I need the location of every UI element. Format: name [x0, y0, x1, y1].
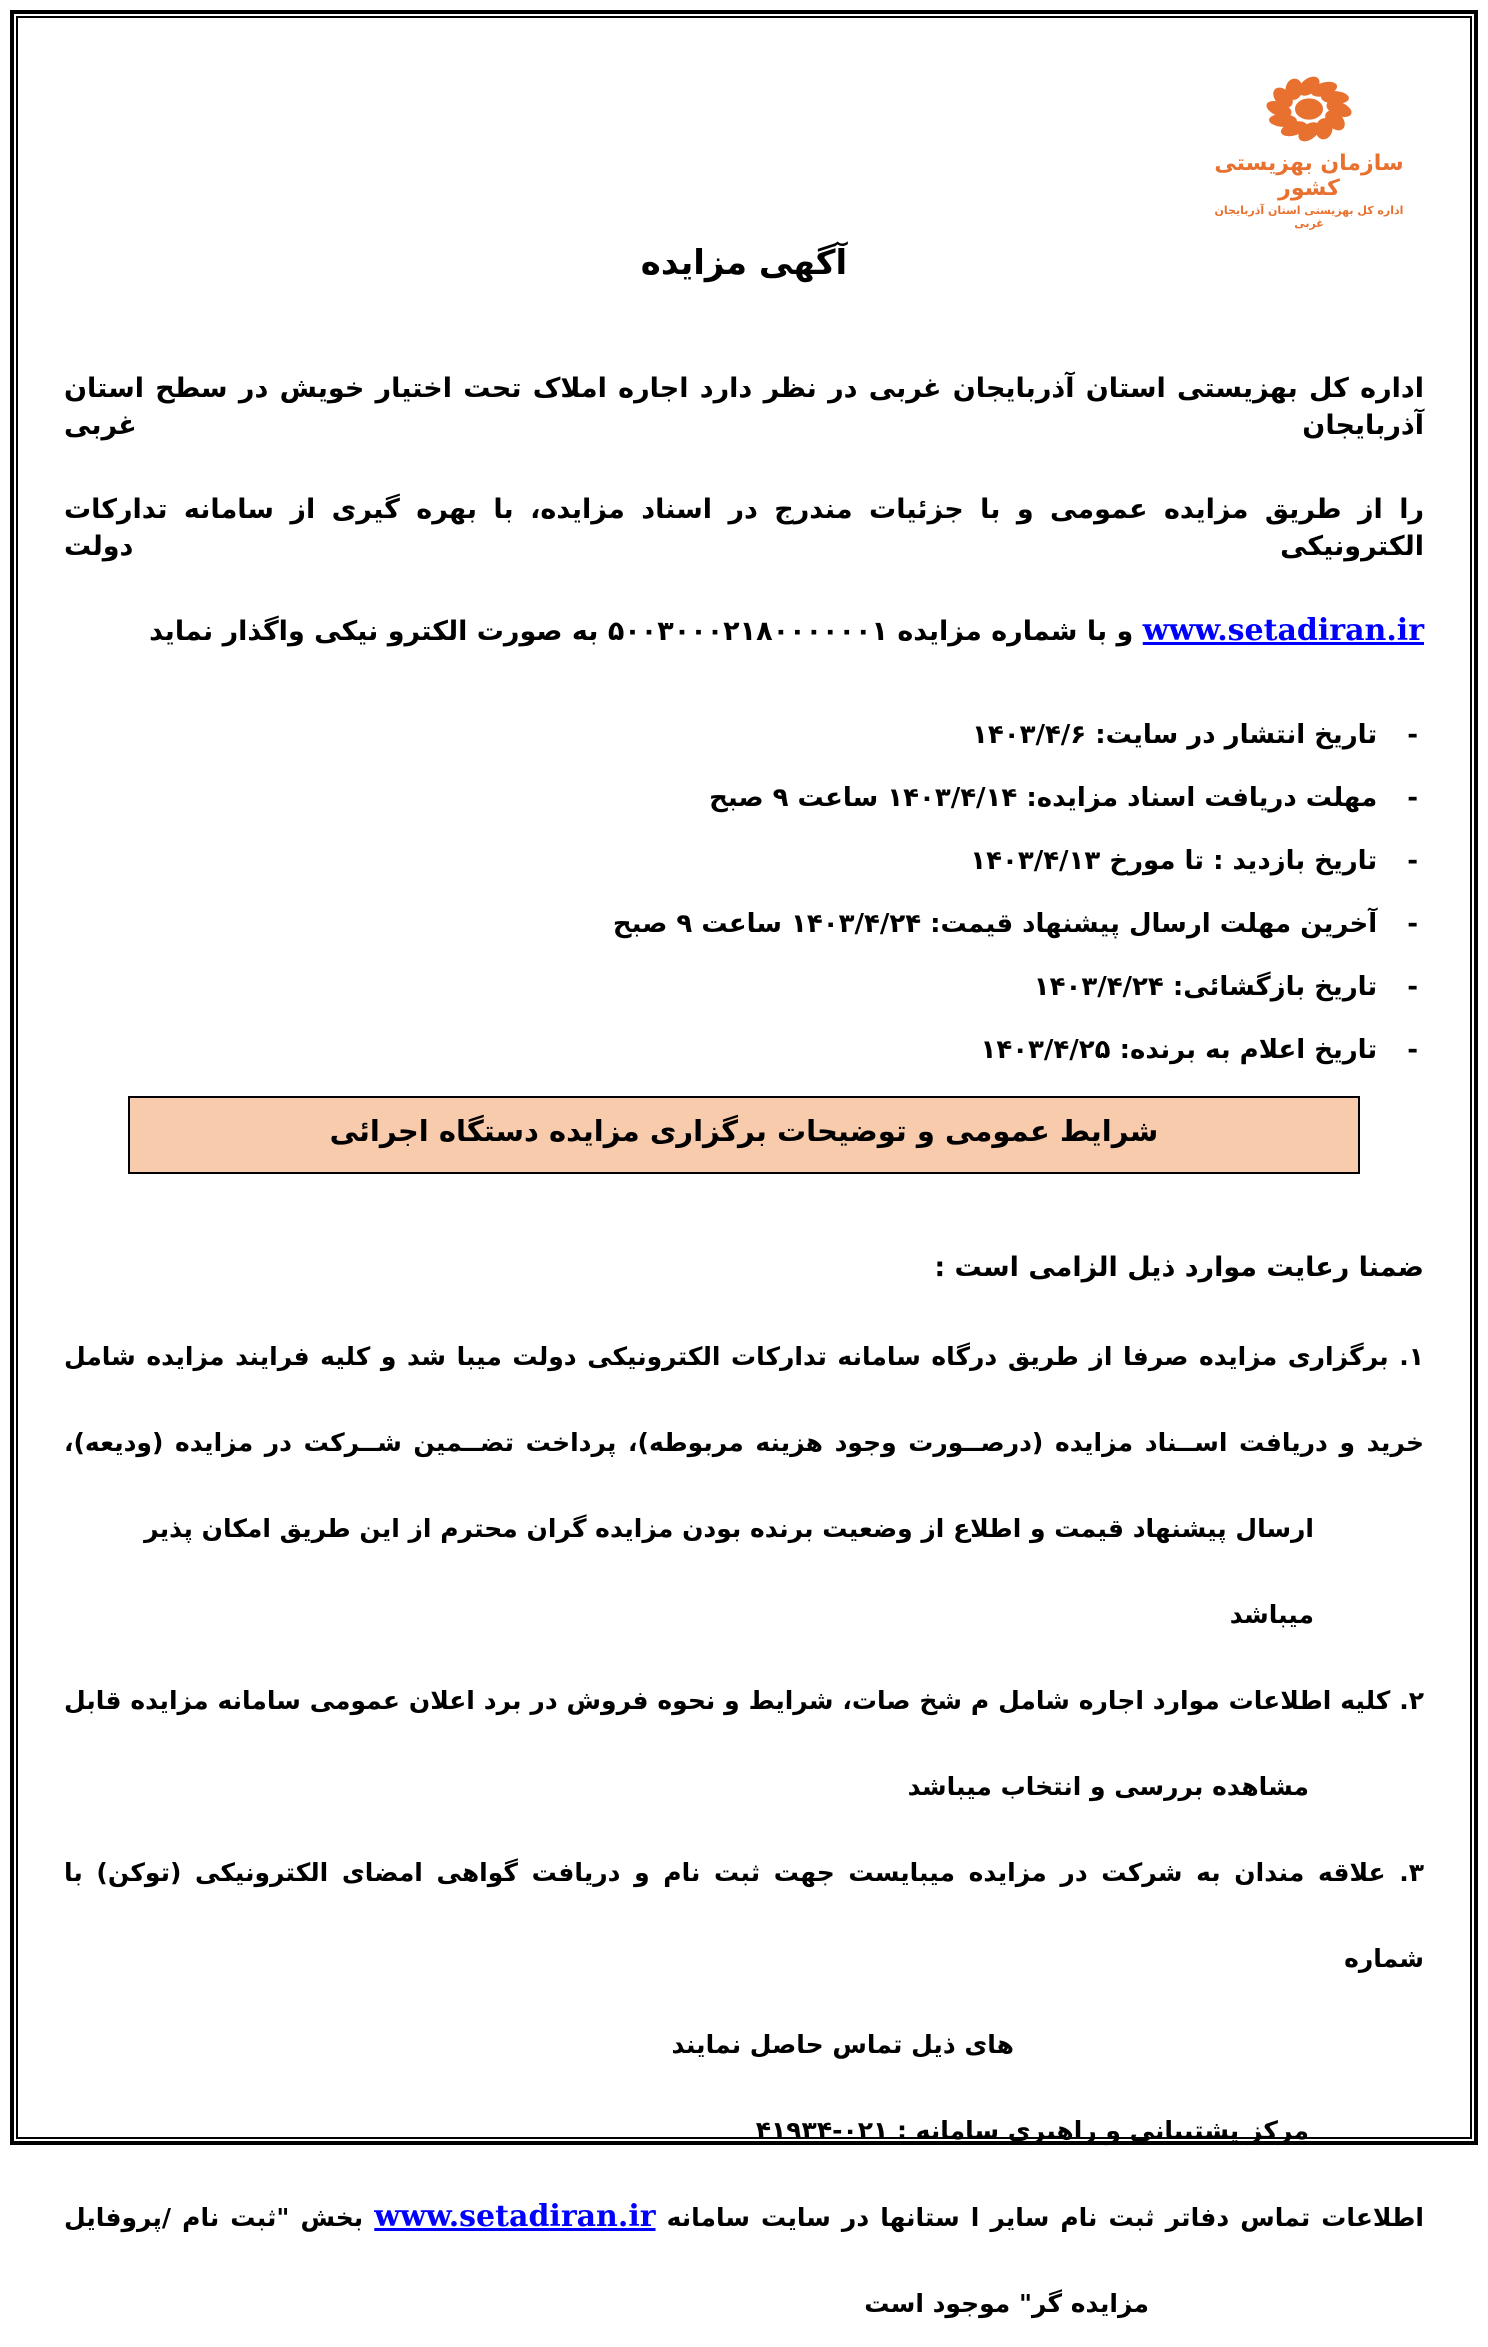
conditions-heading: ضمنا رعایت موارد ذیل الزامی است : — [934, 1252, 1424, 1283]
dash-bullet-icon: - — [1407, 846, 1418, 876]
schedule-docs-deadline: مهلت دریافت اسناد مزایده: ۱۴۰۳/۴/۱۴ ساعت ۹ صبح — [709, 783, 1378, 813]
dash-bullet-icon: - — [1407, 720, 1418, 750]
dash-bullet-icon: - — [1407, 1035, 1418, 1065]
condition-3-line-1: ۳. علاقه مندان به شرکت در مزایده میبایست جهت ثبت نام و دریافت گواهی امضای الکترونیکی (توکن) با شماره — [64, 1858, 1424, 1973]
page-title: آگهی مزایده — [640, 243, 848, 283]
list-item — [64, 1019, 1418, 1082]
org-subtitle: اداره کل بهزیستی استان آذربایجان غربی — [1214, 204, 1404, 230]
list-item — [64, 893, 1418, 956]
schedule-bid-deadline: آخرین مهلت ارسال پیشنهاد قیمت: ۱۴۰۳/۴/۲۴ ساعت ۹ صبح — [612, 909, 1378, 939]
support-phone-line: مرکز پشتیبانی و راهبری سامانه : ۰۲۱-۴۱۹۳۴ — [755, 2116, 1309, 2145]
condition-1-line-1: ۱. برگزاری مزایده صرفا از طریق درگاه سامانه تدارکات الکترونیکی دولت میبا شد و کلیه فرایند مزایده شامل — [64, 1342, 1424, 1371]
list-item — [64, 830, 1418, 893]
footer-setadiran-link[interactable]: www.setadiran.ir — [374, 2199, 656, 2234]
condition-1-line-2: خرید و دریافت اســناد مزایده (درصــورت وجود هزینه مربوطه)، پرداخت تضــمین شــرکت در مزایده (ودیعه)، — [64, 1428, 1424, 1457]
schedule-opening-date: تاریخ بازگشائی: ۱۴۰۳/۴/۲۴ — [1033, 972, 1378, 1002]
setadiran-link[interactable]: www.setadiran.ir — [1142, 613, 1424, 648]
footer-line-2: مزایده گر" موجود است — [864, 2289, 1149, 2318]
condition-3-line-2: های ذیل تماس حاصل نمایند — [671, 2030, 1014, 2059]
condition-2-line-2: مشاهده بررسی و انتخاب میباشد — [907, 1772, 1309, 1801]
condition-1-line-3: ارسال پیشنهاد قیمت و اطلاع از وضعیت برنده بودن مزایده گران محترم از این طریق امکان پذیر میباشد — [144, 1514, 1314, 1629]
footer-line-1-post: بخش "ثبت نام /پروفایل — [64, 2203, 375, 2232]
general-terms-banner: شرایط عمومی و توضیحات برگزاری مزایده دستگاه اجرائی — [128, 1096, 1360, 1174]
condition-2-line-1: ۲. کلیه اطلاعات موارد اجاره شامل م شخ صات، شرایط و نحوه فروش در برد اعلان عمومی سامانه مزایده قابل — [64, 1686, 1424, 1715]
behzisti-flower-icon — [1248, 70, 1370, 148]
list-item — [64, 956, 1418, 1019]
intro-line-3-text: و با شماره مزایده ۵۰۰۳۰۰۰۲۱۸۰۰۰۰۰۰۱ به صورت الکترو نیکی واگذار نماید — [149, 616, 1143, 647]
schedule-publish-date: تاریخ انتشار در سایت: ۱۴۰۳/۴/۶ — [971, 720, 1378, 750]
footer-line-1-pre: اطلاعات تماس دفاتر ثبت نام سایر ا ستانها در سایت سامانه — [655, 2203, 1424, 2232]
intro-paragraph — [64, 370, 1424, 650]
dash-bullet-icon: - — [1407, 972, 1418, 1002]
org-logo-block — [1204, 70, 1414, 230]
schedule-visit-date: تاریخ بازدید : تا مورخ ۱۴۰۳/۴/۱۳ — [970, 846, 1378, 876]
intro-line-2: را از طریق مزایده عمومی و با جزئیات مندرج در اسناد مزایده، با بهره گیری از سامانه تدارکات الکترونیکی دولت — [64, 494, 1424, 562]
schedule-winner-announce-date: تاریخ اعلام به برنده: ۱۴۰۳/۴/۲۵ — [980, 1035, 1378, 1065]
conditions-list — [64, 1314, 1424, 2347]
intro-line-3 — [64, 612, 1424, 650]
list-item — [64, 704, 1418, 767]
dash-bullet-icon: - — [1407, 909, 1418, 939]
page-content — [16, 16, 1472, 2318]
dash-bullet-icon: - — [1407, 783, 1418, 813]
org-name: سازمان بهزیستی کشور — [1214, 151, 1404, 201]
intro-line-1: اداره کل بهزیستی استان آذربایجان غربی در نظر دارد اجاره املاک تحت اختیار خویش در سطح استان آذربایجان غربی — [64, 373, 1424, 441]
auction-dates-list — [64, 704, 1424, 1082]
list-item — [64, 767, 1418, 830]
footer-registration-line — [64, 2174, 1424, 2261]
